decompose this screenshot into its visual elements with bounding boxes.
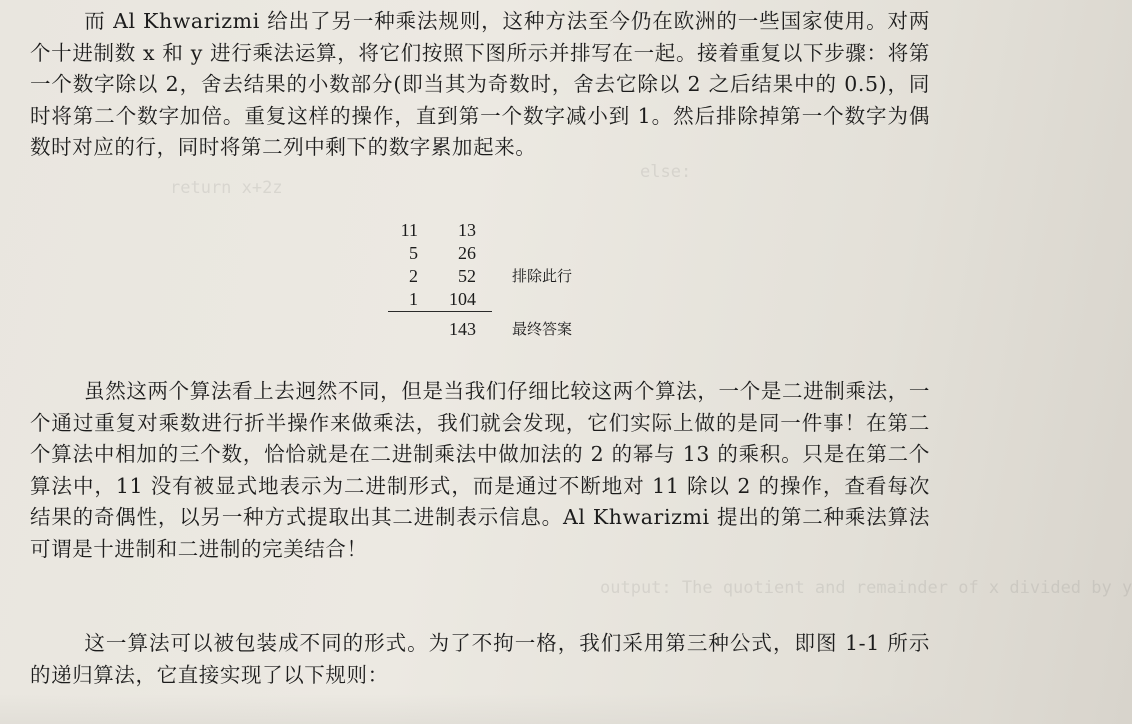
- calc-result-note: 最终答案: [512, 320, 573, 338]
- bleed-through-text: else:: [640, 162, 692, 182]
- calc-first-number: 2: [409, 266, 418, 286]
- paragraph-1-text: 而 Al Khwarizmi 给出了另一种乘法规则，这种方法至今仍在欧洲的一些国家使用。对两个十进制数 x 和 y 进行乘法运算，将它们按照下图所示并排写在一起。接着重复以下步骤：将第一个数字除以 2，舍去结果的小数部分(即当其为奇数时，舍去它除以 2 之后结果中的 0.5)，同时将第二个数字加倍。重复这样的操作，直到第一个数字减小到 1。然后排除掉第一个数字为偶数时对应的行，同时将第二列中剩下的数字累加起来。: [30, 9, 930, 159]
- calc-first-number: 11: [400, 220, 418, 240]
- calc-first-number: 5: [409, 243, 418, 263]
- paragraph-3: [30, 628, 930, 691]
- calc-second-number: 104: [449, 289, 476, 309]
- multiplication-example: [380, 214, 680, 344]
- paragraph-2-text: 虽然这两个算法看上去迥然不同，但是当我们仔细比较这两个算法，一个是二进制乘法，一个通过重复对乘数进行折半操作来做乘法，我们就会发现，它们实际上做的是同一件事！在第二个算法中相加的三个数，恰恰就是在二进制乘法中做加法的 2 的幂与 13 的乘积。只是在第二个算法中，11 没有被显式地表示为二进制形式，而是通过不断地对 11 除以 2 的操作，查看每次结果的奇偶性，以另一种方式提取出其二进制表示信息。Al Khwarizmi 提出的第二种乘法算法可谓是十进制和二进制的完美结合！: [30, 379, 930, 561]
- sum-rule-line: [388, 311, 492, 312]
- calc-second-number: 52: [458, 266, 476, 286]
- bleed-through-text: output: The quotient and remainder of x divided by y: [600, 578, 1132, 598]
- calc-first-number: 1: [409, 289, 418, 309]
- calc-second-number: 26: [458, 243, 476, 263]
- calc-row-note: 排除此行: [512, 267, 573, 285]
- paragraph-3-text: 这一算法可以被包装成不同的形式。为了不拘一格，我们采用第三种公式，即图 1-1 所示的递归算法，它直接实现了以下规则：: [30, 631, 930, 687]
- bleed-through-text: return x+2z: [170, 178, 283, 198]
- paragraph-2: [30, 376, 930, 565]
- paragraph-1: [30, 6, 930, 164]
- calc-result: 143: [449, 319, 476, 339]
- page-shadow: [0, 694, 960, 724]
- calc-second-number: 13: [458, 220, 476, 240]
